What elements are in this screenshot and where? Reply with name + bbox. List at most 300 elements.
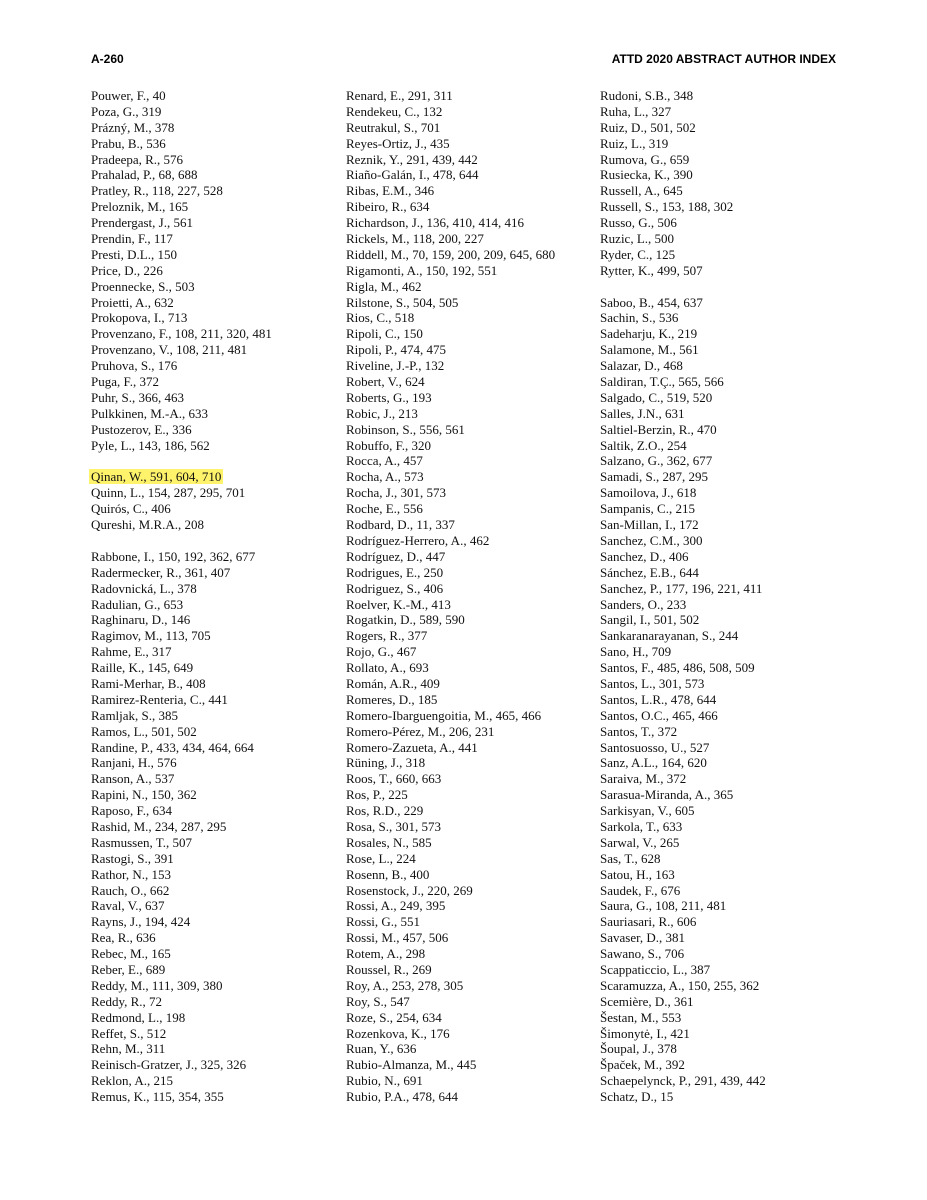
author-entry-text: Ramirez-Renteria, C., 441 <box>91 691 228 707</box>
author-entry-text: Puhr, S., 366, 463 <box>91 389 185 405</box>
author-entry <box>91 199 331 215</box>
author-entry <box>600 422 840 438</box>
author-entry <box>346 167 586 183</box>
author-entry <box>346 120 586 136</box>
author-entry <box>91 676 331 692</box>
author-entry <box>91 819 331 835</box>
author-entry <box>600 581 840 597</box>
author-entry <box>600 231 840 247</box>
author-entry-text: Proennecke, S., 503 <box>91 278 195 294</box>
author-entry-text: Rossi, A., 249, 395 <box>346 898 446 914</box>
author-entry-text: Rami-Merhar, B., 408 <box>91 675 206 691</box>
author-entry <box>600 136 840 152</box>
author-entry <box>91 247 331 263</box>
author-entry-text: Rayns, J., 194, 424 <box>91 914 191 930</box>
author-entry <box>600 835 840 851</box>
author-entry <box>600 1073 840 1089</box>
author-entry <box>346 88 586 104</box>
author-entry-text: Sauriasari, R., 606 <box>600 914 697 930</box>
author-entry <box>91 787 331 803</box>
author-entry-text: Redmond, L., 198 <box>91 1009 186 1025</box>
author-entry <box>600 628 840 644</box>
author-entry <box>91 978 331 994</box>
author-entry <box>91 549 331 565</box>
author-entry <box>600 1041 840 1057</box>
author-entry <box>600 263 840 279</box>
author-entry <box>91 994 331 1010</box>
author-entry <box>91 581 331 597</box>
author-entry <box>91 422 331 438</box>
author-entry-text: Sano, H., 709 <box>600 644 672 660</box>
author-entry-text: Preloznik, M., 165 <box>91 199 189 215</box>
author-entry <box>91 342 331 358</box>
author-entry <box>91 183 331 199</box>
author-entry-text: Ribas, E.M., 346 <box>346 183 435 199</box>
author-entry-text: Sanchez, P., 177, 196, 221, 411 <box>600 580 763 596</box>
author-entry <box>346 358 586 374</box>
author-entry <box>91 867 331 883</box>
author-entry <box>346 422 586 438</box>
author-entry <box>346 438 586 454</box>
author-entry <box>91 851 331 867</box>
author-entry <box>346 994 586 1010</box>
author-entry-text: Raval, V., 637 <box>91 898 165 914</box>
highlighted-author-entry: Qinan, W., 591, 604, 710 <box>91 469 222 485</box>
author-entry-text: Raposo, F., 634 <box>91 803 172 819</box>
author-entry <box>346 581 586 597</box>
author-entry-text: Sarkola, T., 633 <box>600 818 683 834</box>
author-entry <box>91 469 331 485</box>
author-entry-text: Rüning, J., 318 <box>346 755 426 771</box>
author-entry-text: Robinson, S., 556, 561 <box>346 421 465 437</box>
author-entry <box>600 295 840 311</box>
author-entry-text: Román, A.R., 409 <box>346 675 440 691</box>
author-entry-text: Radulian, G., 653 <box>91 596 184 612</box>
author-entry <box>91 930 331 946</box>
author-entry-text: Reber, E., 689 <box>91 961 166 977</box>
author-entry-text: Schaepelynck, P., 291, 439, 442 <box>600 1073 766 1089</box>
author-entry <box>346 1089 586 1105</box>
author-entry-text: Rossi, G., 551 <box>346 914 421 930</box>
author-entry-text: Provenzano, V., 108, 211, 481 <box>91 342 248 358</box>
author-entry-text: Randine, P., 433, 434, 464, 664 <box>91 739 254 755</box>
author-entry <box>600 946 840 962</box>
author-entry-text: Price, D., 226 <box>91 262 163 278</box>
author-entry-text: Rusiecka, K., 390 <box>600 167 693 183</box>
author-entry-text: Rodríguez, D., 447 <box>346 548 446 564</box>
author-entry-text: Rigla, M., 462 <box>346 278 422 294</box>
author-entry <box>91 326 331 342</box>
author-entry <box>91 1010 331 1026</box>
author-entry <box>91 152 331 168</box>
author-entry <box>91 692 331 708</box>
author-entry-text: Rathor, N., 153 <box>91 866 171 882</box>
author-entry <box>600 406 840 422</box>
author-entry <box>346 533 586 549</box>
author-entry-text: Rosa, S., 301, 573 <box>346 818 441 834</box>
author-entry-text: Šimonytė, I., 421 <box>600 1025 690 1041</box>
author-entry <box>600 755 840 771</box>
author-entry-text: Presti, D.L., 150 <box>91 246 177 262</box>
author-entry-text: Rubio, N., 691 <box>346 1073 423 1089</box>
author-entry <box>346 565 586 581</box>
author-entry-text: Rebec, M., 165 <box>91 946 171 962</box>
author-entry-text: Scappaticcio, L., 387 <box>600 961 711 977</box>
author-entry <box>346 279 586 295</box>
author-entry <box>600 930 840 946</box>
author-entry-text: Šestan, M., 553 <box>600 1009 682 1025</box>
author-entry-text: Saltik, Z.O., 254 <box>600 437 687 453</box>
author-entry <box>600 310 840 326</box>
author-entry <box>600 676 840 692</box>
author-entry-text: Richardson, J., 136, 410, 414, 416 <box>346 215 525 231</box>
author-entry-text: Reutrakul, S., 701 <box>346 119 441 135</box>
author-entry-text: Sachin, S., 536 <box>600 310 679 326</box>
author-entry <box>91 390 331 406</box>
author-entry <box>600 724 840 740</box>
author-entry <box>600 469 840 485</box>
author-entry-text: Rendekeu, C., 132 <box>346 103 443 119</box>
author-entry-text: Santos, F., 485, 486, 508, 509 <box>600 660 755 676</box>
author-entry-text: Reyes-Ortiz, J., 435 <box>346 135 450 151</box>
author-entry <box>346 295 586 311</box>
author-entry-text: Satou, H., 163 <box>600 866 675 882</box>
author-entry <box>91 771 331 787</box>
author-entry <box>91 136 331 152</box>
author-entry <box>91 708 331 724</box>
author-entry-text: Ruan, Y., 636 <box>346 1041 417 1057</box>
author-entry <box>91 104 331 120</box>
author-entry <box>346 183 586 199</box>
author-entry <box>346 263 586 279</box>
author-entry <box>346 978 586 994</box>
author-entry-text: Prendergast, J., 561 <box>91 215 193 231</box>
author-entry-text: Qureshi, M.R.A., 208 <box>91 517 205 533</box>
author-entry <box>600 501 840 517</box>
author-entry <box>346 1026 586 1042</box>
author-entry-text: Pyle, L., 143, 186, 562 <box>91 437 210 453</box>
author-entry-text: Roos, T., 660, 663 <box>346 771 442 787</box>
author-entry-text: Roelver, K.-M., 413 <box>346 596 451 612</box>
author-entry-text: Rozenkova, K., 176 <box>346 1025 450 1041</box>
author-entry-text: Romero-Pérez, M., 206, 231 <box>346 723 495 739</box>
author-entry <box>91 1057 331 1073</box>
author-entry-text: Santosuosso, U., 527 <box>600 739 710 755</box>
author-entry <box>600 533 840 549</box>
author-entry-text: Rigamonti, A., 150, 192, 551 <box>346 262 498 278</box>
author-entry <box>346 152 586 168</box>
author-entry <box>346 676 586 692</box>
author-entry <box>91 740 331 756</box>
author-entry <box>600 199 840 215</box>
author-entry <box>346 771 586 787</box>
author-entry <box>91 120 331 136</box>
author-entry <box>600 994 840 1010</box>
author-entry-text: Pratley, R., 118, 227, 528 <box>91 183 223 199</box>
author-entry-text: Saudek, F., 676 <box>600 882 681 898</box>
author-entry <box>91 279 331 295</box>
author-entry <box>346 867 586 883</box>
author-entry <box>600 247 840 263</box>
author-entry <box>346 597 586 613</box>
author-entry-text: Pradeepa, R., 576 <box>91 151 184 167</box>
author-entry-text: Ribeiro, R., 634 <box>346 199 430 215</box>
author-entry-text: San-Millan, I., 172 <box>600 517 699 533</box>
author-entry-text: Roche, E., 556 <box>346 501 423 517</box>
author-entry <box>600 485 840 501</box>
author-entry-text: Rea, R., 636 <box>91 930 156 946</box>
author-entry <box>91 597 331 613</box>
page-header <box>91 52 836 70</box>
author-entry <box>600 326 840 342</box>
author-entry-text: Reklon, A., 215 <box>91 1073 173 1089</box>
author-entry <box>346 962 586 978</box>
author-entry <box>346 342 586 358</box>
author-entry <box>346 835 586 851</box>
author-entry-text: Raille, K., 145, 649 <box>91 660 194 676</box>
author-entry <box>91 612 331 628</box>
author-entry-text: Riveline, J.-P., 132 <box>346 358 445 374</box>
author-entry-text: Raghinaru, D., 146 <box>91 612 191 628</box>
author-entry-text: Rashid, M., 234, 287, 295 <box>91 818 227 834</box>
author-entry-text: Reffet, S., 512 <box>91 1025 167 1041</box>
author-entry-text: Sanchez, C.M., 300 <box>600 532 703 548</box>
author-entry-text: Ros, P., 225 <box>346 787 408 803</box>
author-entry-text: Rauch, O., 662 <box>91 882 170 898</box>
author-entry-text: Roy, A., 253, 278, 305 <box>346 977 464 993</box>
author-entry-text: Rogatkin, D., 589, 590 <box>346 612 465 628</box>
author-entry <box>346 851 586 867</box>
author-entry <box>91 1026 331 1042</box>
author-entry <box>346 883 586 899</box>
author-entry-text: Roberts, G., 193 <box>346 389 432 405</box>
author-entry <box>91 914 331 930</box>
author-entry <box>346 628 586 644</box>
author-entry <box>600 771 840 787</box>
author-entry-text: Sawano, S., 706 <box>600 946 685 962</box>
author-entry <box>600 565 840 581</box>
author-entry <box>346 819 586 835</box>
author-entry-text: Rossi, M., 457, 506 <box>346 930 449 946</box>
author-entry-text: Puga, F., 372 <box>91 374 159 390</box>
author-entry <box>91 565 331 581</box>
author-entry-text: Ruiz, L., 319 <box>600 135 669 151</box>
author-entry-text: Sadeharju, K., 219 <box>600 326 698 342</box>
author-entry-text: Rodrigues, E., 250 <box>346 564 444 580</box>
author-entry <box>346 803 586 819</box>
author-entry <box>600 549 840 565</box>
author-entry-text: Renard, E., 291, 311 <box>346 88 453 103</box>
author-entry-text: Rosenn, B., 400 <box>346 866 430 882</box>
author-entry-text: Russo, G., 506 <box>600 215 677 231</box>
author-entry <box>91 946 331 962</box>
author-entry <box>91 883 331 899</box>
author-entry <box>346 517 586 533</box>
author-entry <box>346 406 586 422</box>
author-entry-text: Santos, L., 301, 573 <box>600 675 705 691</box>
author-entry-text: Radermecker, R., 361, 407 <box>91 564 231 580</box>
author-index-column-2 <box>346 88 586 1105</box>
author-entry <box>600 867 840 883</box>
author-entry <box>600 88 840 104</box>
author-entry <box>600 438 840 454</box>
author-entry-text: Saraiva, M., 372 <box>600 771 687 787</box>
author-entry <box>600 851 840 867</box>
author-entry-text: Romero-Ibarguengoitia, M., 465, 466 <box>346 707 542 723</box>
author-entry <box>91 295 331 311</box>
author-entry <box>91 358 331 374</box>
author-entry <box>346 374 586 390</box>
author-entry <box>91 803 331 819</box>
author-entry-text: Sánchez, E.B., 644 <box>600 564 699 580</box>
author-entry-text: Rabbone, I., 150, 192, 362, 677 <box>91 548 256 564</box>
author-entry-text: Salazar, D., 468 <box>600 358 683 374</box>
author-entry-text: Ruha, L., 327 <box>600 103 672 119</box>
author-entry-text: Roze, S., 254, 634 <box>346 1009 442 1025</box>
author-entry-text: Prahalad, P., 68, 688 <box>91 167 198 183</box>
author-entry <box>346 755 586 771</box>
author-entry <box>91 485 331 501</box>
author-entry <box>346 898 586 914</box>
author-entry-text: Scaramuzza, A., 150, 255, 362 <box>600 977 760 993</box>
author-entry-text: Rilstone, S., 504, 505 <box>346 294 459 310</box>
author-entry-text: Sanchez, D., 406 <box>600 548 689 564</box>
author-entry-text: Sampanis, C., 215 <box>600 501 695 517</box>
author-entry <box>91 660 331 676</box>
author-entry-text: Rehn, M., 311 <box>91 1041 166 1057</box>
author-entry <box>600 517 840 533</box>
author-entry <box>600 660 840 676</box>
author-entry <box>91 517 331 533</box>
author-entry <box>346 1010 586 1026</box>
author-entry-text: Saboo, B., 454, 637 <box>600 294 703 310</box>
author-entry <box>346 1073 586 1089</box>
author-entry <box>91 167 331 183</box>
author-entry <box>91 215 331 231</box>
author-entry-text: Robic, J., 213 <box>346 405 418 421</box>
author-entry <box>346 914 586 930</box>
author-entry-text: Pouwer, F., 40 <box>91 88 166 103</box>
author-entry <box>600 1010 840 1026</box>
author-entry <box>91 263 331 279</box>
author-entry <box>91 755 331 771</box>
author-entry <box>346 612 586 628</box>
author-entry <box>91 406 331 422</box>
author-entry <box>91 644 331 660</box>
author-entry <box>91 501 331 517</box>
author-entry-text: Sanz, A.L., 164, 620 <box>600 755 707 771</box>
author-entry <box>346 199 586 215</box>
author-entry-text: Samadi, S., 287, 295 <box>600 469 708 485</box>
author-entry-text: Rotem, A., 298 <box>346 946 426 962</box>
author-entry-text: Salamone, M., 561 <box>600 342 699 358</box>
author-entry-text: Pustozerov, E., 336 <box>91 421 192 437</box>
author-entry-text: Pruhova, S., 176 <box>91 358 178 374</box>
author-entry-text: Rosales, N., 585 <box>346 834 432 850</box>
author-entry <box>91 835 331 851</box>
author-entry-text: Romeres, D., 185 <box>346 691 438 707</box>
author-entry <box>91 962 331 978</box>
author-entry-text: Saltiel-Berzin, R., 470 <box>600 421 717 437</box>
author-entry <box>346 136 586 152</box>
author-entry <box>91 1041 331 1057</box>
author-entry <box>346 231 586 247</box>
author-entry-text: Salzano, G., 362, 677 <box>600 453 713 469</box>
author-entry-text: Romero-Zazueta, A., 441 <box>346 739 478 755</box>
author-entry <box>91 438 331 454</box>
author-entry <box>600 215 840 231</box>
author-entry <box>346 104 586 120</box>
author-entry-text: Santos, O.C., 465, 466 <box>600 707 718 723</box>
author-entry-text: Rogers, R., 377 <box>346 628 428 644</box>
author-entry-text: Ranson, A., 537 <box>91 771 175 787</box>
author-entry-text: Reznik, Y., 291, 439, 442 <box>346 151 478 167</box>
author-entry-text: Rudoni, S.B., 348 <box>600 88 694 103</box>
author-entry-text: Rocha, A., 573 <box>346 469 424 485</box>
author-entry-text: Sangil, I., 501, 502 <box>600 612 700 628</box>
letter-section-gap <box>91 533 331 549</box>
author-entry <box>600 1026 840 1042</box>
author-entry-text: Santos, T., 372 <box>600 723 678 739</box>
author-entry-text: Prokopova, I., 713 <box>91 310 188 326</box>
author-entry <box>600 978 840 994</box>
author-entry-text: Robert, V., 624 <box>346 374 425 390</box>
author-entry <box>600 390 840 406</box>
author-entry-text: Poza, G., 319 <box>91 103 162 119</box>
author-entry <box>600 152 840 168</box>
author-entry <box>346 1041 586 1057</box>
author-entry <box>600 708 840 724</box>
author-entry-text: Rojo, G., 467 <box>346 644 417 660</box>
author-entry-text: Rocha, J., 301, 573 <box>346 485 447 501</box>
author-entry <box>91 374 331 390</box>
author-entry-text: Reddy, M., 111, 309, 380 <box>91 977 223 993</box>
author-entry-text: Rumova, G., 659 <box>600 151 690 167</box>
author-entry <box>600 898 840 914</box>
author-entry-text: Prabu, B., 536 <box>91 135 166 151</box>
author-entry <box>600 740 840 756</box>
author-entry-text: Ruzic, L., 500 <box>600 231 675 247</box>
author-entry-text: Reinisch-Gratzer, J., 325, 326 <box>91 1057 247 1073</box>
author-entry <box>346 930 586 946</box>
author-entry <box>600 342 840 358</box>
author-entry <box>600 358 840 374</box>
author-entry <box>346 724 586 740</box>
author-entry-text: Šoupal, J., 378 <box>600 1041 677 1057</box>
author-entry-text: Rahme, E., 317 <box>91 644 172 660</box>
author-entry-text: Russell, A., 645 <box>600 183 683 199</box>
author-entry <box>600 1057 840 1073</box>
author-entry-text: Rocca, A., 457 <box>346 453 423 469</box>
author-entry-text: Sanders, O., 233 <box>600 596 687 612</box>
author-entry-text: Salgado, C., 519, 520 <box>600 389 713 405</box>
author-entry <box>346 469 586 485</box>
author-entry-text: Ramos, L., 501, 502 <box>91 723 197 739</box>
author-entry-text: Rios, C., 518 <box>346 310 415 326</box>
author-entry <box>600 167 840 183</box>
author-entry-text: Ranjani, H., 576 <box>91 755 177 771</box>
author-entry-text: Pulkkinen, M.-A., 633 <box>91 405 208 421</box>
author-entry <box>346 549 586 565</box>
author-entry-text: Remus, K., 115, 354, 355 <box>91 1089 224 1105</box>
author-entry <box>600 883 840 899</box>
author-entry-text: Sarkisyan, V., 605 <box>600 803 695 819</box>
author-entry-text: Santos, L.R., 478, 644 <box>600 691 717 707</box>
author-entry <box>346 326 586 342</box>
author-entry <box>346 310 586 326</box>
author-entry <box>346 453 586 469</box>
author-entry-text: Salles, J.N., 631 <box>600 405 685 421</box>
